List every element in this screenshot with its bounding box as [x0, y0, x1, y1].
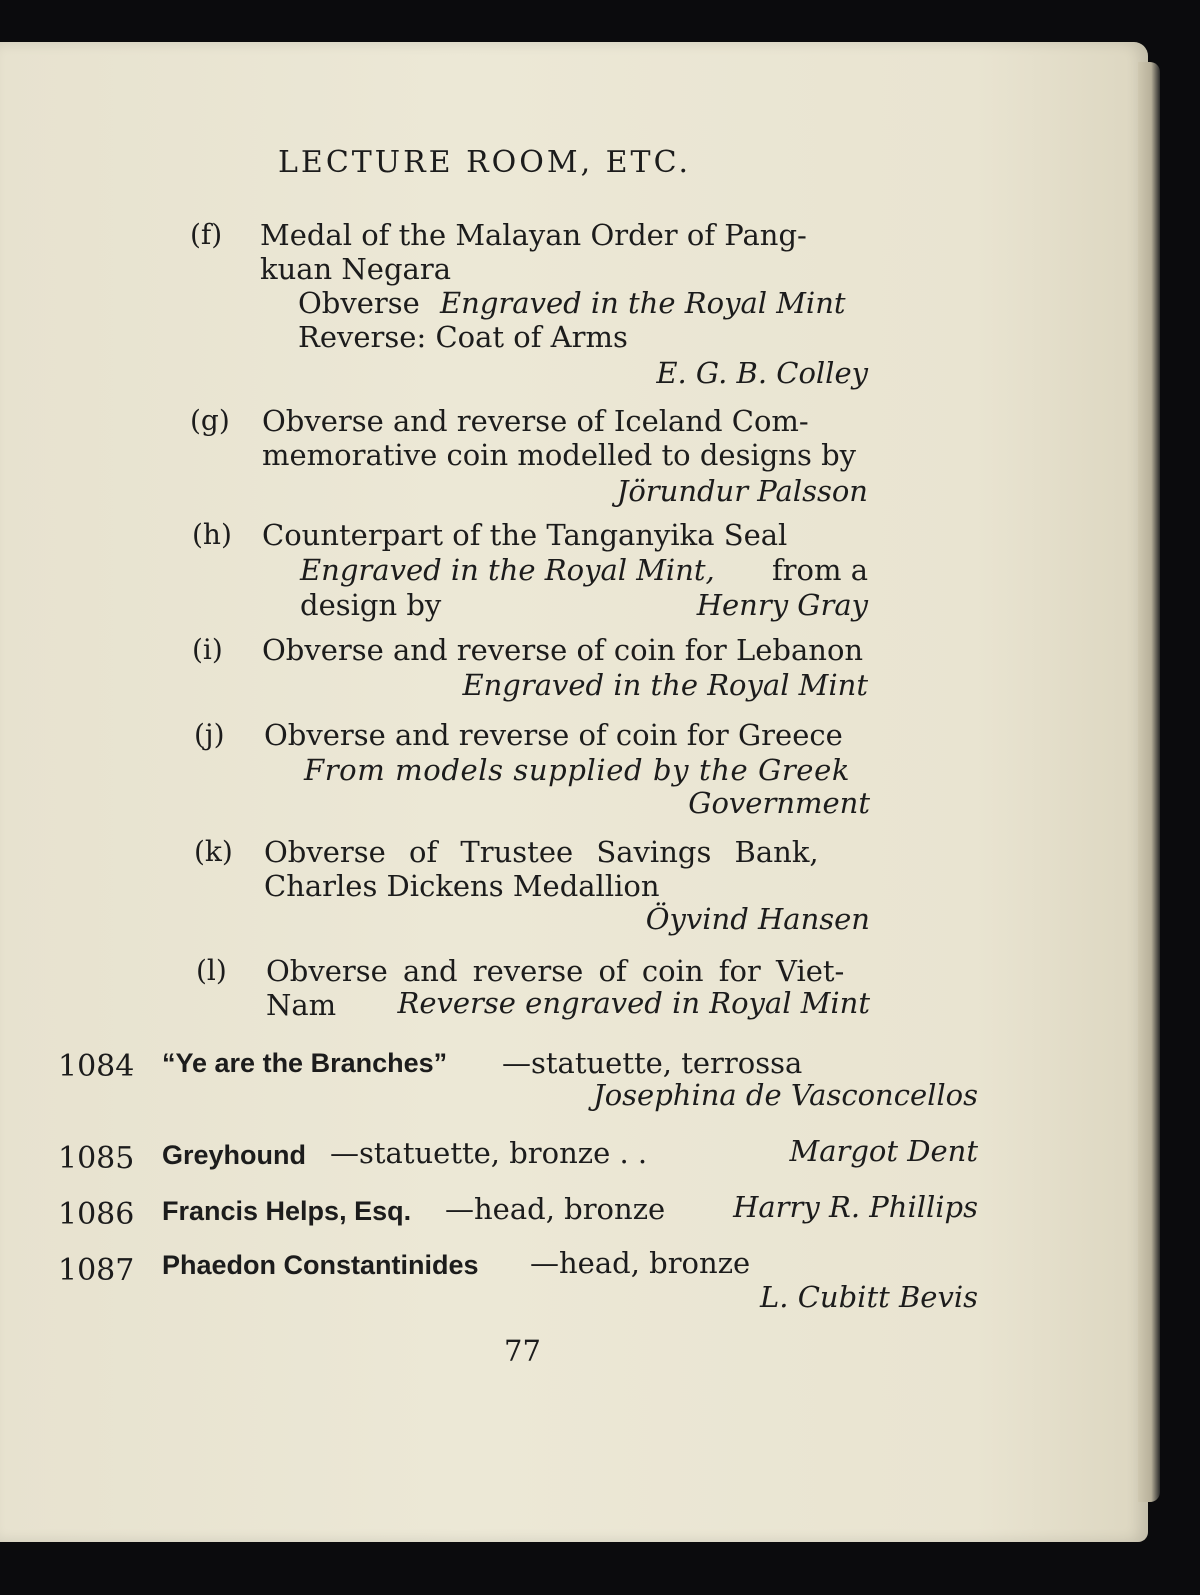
book-page	[0, 42, 1148, 1542]
entry-artist: Margot Dent	[789, 1134, 978, 1168]
entry-number: 1086	[58, 1197, 135, 1232]
item-g-label: (g)	[190, 404, 230, 437]
item-k-label: (k)	[194, 835, 233, 868]
item-f-reverse: Reverse: Coat of Arms	[298, 320, 628, 354]
entry-artist: Harry R. Phillips	[733, 1190, 978, 1224]
item-j-line3: Government	[688, 786, 870, 820]
item-i-label: (i)	[192, 633, 223, 666]
item-i-line1: Obverse and reverse of coin for Lebanon	[262, 633, 864, 667]
item-g-line1: Obverse and reverse of Iceland Com-	[262, 404, 809, 438]
item-h-label: (h)	[192, 518, 232, 551]
item-f-label: (f)	[190, 218, 223, 251]
item-j-line2: From models supplied by the Greek	[304, 753, 851, 787]
entry-title: “Ye are the Branches”	[162, 1048, 448, 1078]
entry-number: 1084	[58, 1049, 135, 1084]
page-number: 77	[504, 1334, 541, 1368]
page-header: LECTURE ROOM, ETC.	[278, 145, 691, 180]
item-h-line2-rest: from a	[771, 553, 868, 587]
entry-description: —head, bronze	[530, 1246, 751, 1280]
entry-description: —statuette, bronze . .	[330, 1136, 648, 1170]
item-l-label: (l)	[196, 954, 227, 987]
item-f-artist: E. G. B. Colley	[656, 356, 868, 390]
item-j-label: (j)	[194, 718, 225, 751]
item-l-line2: Nam	[266, 988, 337, 1022]
item-h-artist: Henry Gray	[696, 588, 868, 622]
item-l-note: Reverse engraved in Royal Mint	[397, 986, 870, 1020]
item-k-line2: Charles Dickens Medallion	[264, 869, 660, 903]
entry-artist: L. Cubitt Bevis	[760, 1280, 978, 1314]
item-h-line3: design by	[300, 588, 442, 622]
item-f-obverse-note: Engraved in the Royal Mint	[440, 286, 846, 320]
item-k-line1: Obverse of Trustee Savings Bank,	[264, 835, 819, 869]
entry-number: 1085	[58, 1141, 135, 1176]
entry-description: —statuette, terrossa	[502, 1046, 803, 1080]
page-edge	[1138, 62, 1160, 1502]
item-k-artist: Öyvind Hansen	[645, 902, 870, 936]
item-j-line1: Obverse and reverse of coin for Greece	[264, 718, 843, 752]
entry-description: —head, bronze	[445, 1192, 666, 1226]
entry-title: Francis Helps, Esq.	[162, 1196, 412, 1226]
item-f-line1: Medal of the Malayan Order of Pang-	[260, 218, 807, 252]
entry-number: 1087	[58, 1253, 135, 1288]
item-i-note: Engraved in the Royal Mint	[462, 668, 868, 702]
item-h-line2-italic: Engraved in the Royal Mint,	[300, 553, 715, 587]
entry-artist: Josephina de Vasconcellos	[593, 1078, 978, 1112]
item-l-line1: Obverse and reverse of coin for Viet-	[266, 954, 845, 988]
item-h-line1: Counterpart of the Tanganyika Seal	[262, 518, 788, 552]
item-g-artist: Jörundur Palsson	[616, 474, 868, 508]
entry-title: Greyhound	[162, 1140, 307, 1170]
item-f-line2: kuan Negara	[260, 252, 451, 286]
entry-title: Phaedon Constantinides	[162, 1250, 479, 1280]
item-f-obverse-label: Obverse	[298, 286, 420, 320]
item-g-line2: memorative coin modelled to designs by	[262, 438, 857, 472]
